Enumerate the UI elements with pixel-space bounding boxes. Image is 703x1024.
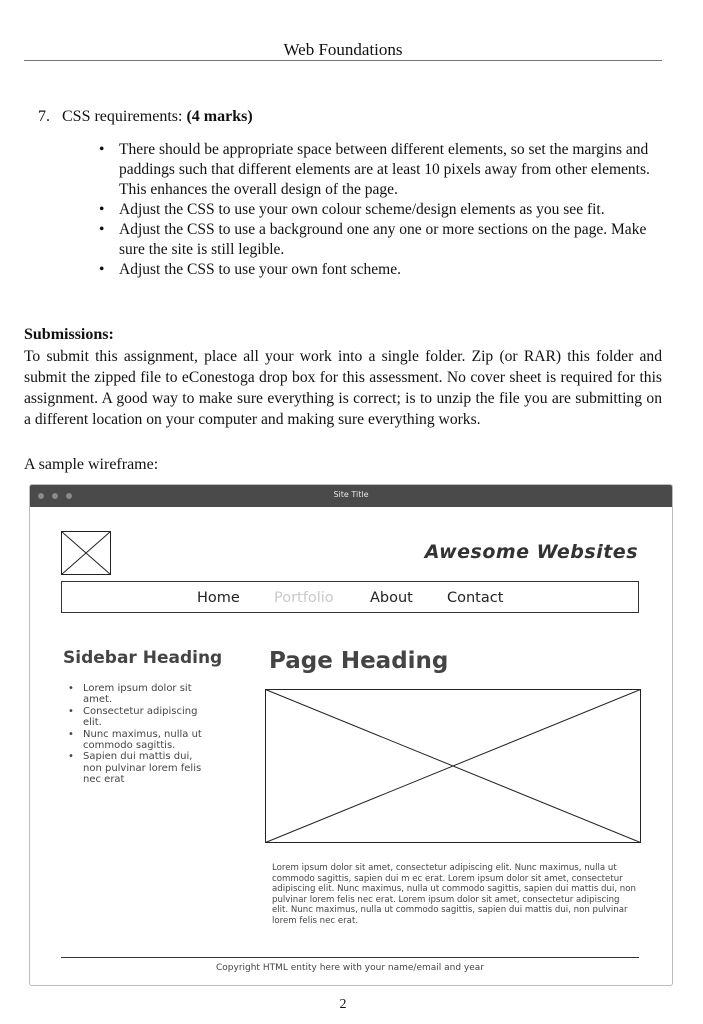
wireframe-window-titlebar — [30, 485, 672, 507]
document-header-title: Web Foundations — [283, 40, 403, 59]
wireframe-brand-name: Awesome Websites — [424, 541, 638, 563]
question-7-heading — [38, 108, 658, 126]
list-item: • Adjust the CSS to use your own colour scheme/design elements as you see fit. — [99, 200, 659, 220]
submissions-heading: Submissions: — [24, 326, 114, 343]
page-number: 2 — [339, 997, 347, 1012]
nav-item-contact: Contact — [447, 590, 504, 606]
wireframe-label: A sample wireframe: — [24, 456, 159, 473]
wireframe-body-text: Lorem ipsum dolor sit amet, consectetur adipiscing elit. Nunc maximus, nulla ut commodo sagittis, sapien dui m ec erat. Lorem ipsum dolor sit amet, consectetur adipiscing elit. Nunc maximus, nulla ut commodo sagittis, sapien dui mattis dui, non pulvinar lorem felis nec erat. Lorem ipsum dolor sit amet, consectetur adipiscing elit. Nunc maximus, nulla ut commodo sagittis, sapien dui mattis dui, non pulvinar lorem felis nec erat. — [272, 863, 636, 926]
logo-placeholder-icon — [61, 531, 111, 575]
nav-item-about: About — [370, 590, 413, 606]
list-item: • Nunc maximus, nulla ut commodo sagittis. — [63, 729, 213, 752]
list-item: • Sapien dui mattis dui, non pulvinar lorem felis nec erat — [63, 751, 213, 785]
nav-item-home: Home — [197, 590, 240, 606]
nav-item-portfolio: Portfolio — [274, 590, 334, 606]
question-title: CSS requirements: — [62, 108, 183, 125]
wireframe-sidebar-heading: Sidebar Heading — [63, 648, 223, 668]
question-marks: (4 marks) — [186, 108, 253, 125]
list-item: • Adjust the CSS to use a background one any one or more sections on the page. Make sure the site is still legible. — [99, 220, 659, 260]
wireframe-page-heading: Page Heading — [269, 648, 449, 674]
header-divider — [24, 60, 662, 61]
list-item: • Consectetur adipiscing elit. — [63, 706, 213, 729]
submissions-body: To submit this assignment, place all your work into a single folder. Zip (or RAR) this folder and submit the zipped file to eConestoga drop box for this assessment. No cover sheet is required for this assignment. A good way to make sure everything is correct; is to unzip the file you are submitting on a different location on your computer and making sure everything works. — [24, 348, 662, 428]
list-item: • Lorem ipsum dolor sit amet. — [63, 683, 213, 706]
wireframe-nav-bar — [61, 581, 639, 613]
list-item: • There should be appropriate space between different elements, so set the margins and paddings such that different elements are at least 10 pixels away from other elements. This enhances the overall design of the page. — [99, 140, 659, 200]
wireframe-footer-divider — [61, 957, 639, 958]
requirements-list — [99, 140, 659, 280]
wireframe-site-title: Site Title — [333, 490, 369, 499]
wireframe-footer-text: Copyright HTML entity here with your name/email and year — [215, 963, 485, 973]
wireframe-figure — [29, 484, 673, 986]
question-number: 7. — [38, 108, 50, 125]
wireframe-sidebar-list — [63, 683, 213, 786]
hero-image-placeholder-icon — [265, 689, 641, 843]
list-item: • Adjust the CSS to use your own font scheme. — [99, 260, 659, 280]
